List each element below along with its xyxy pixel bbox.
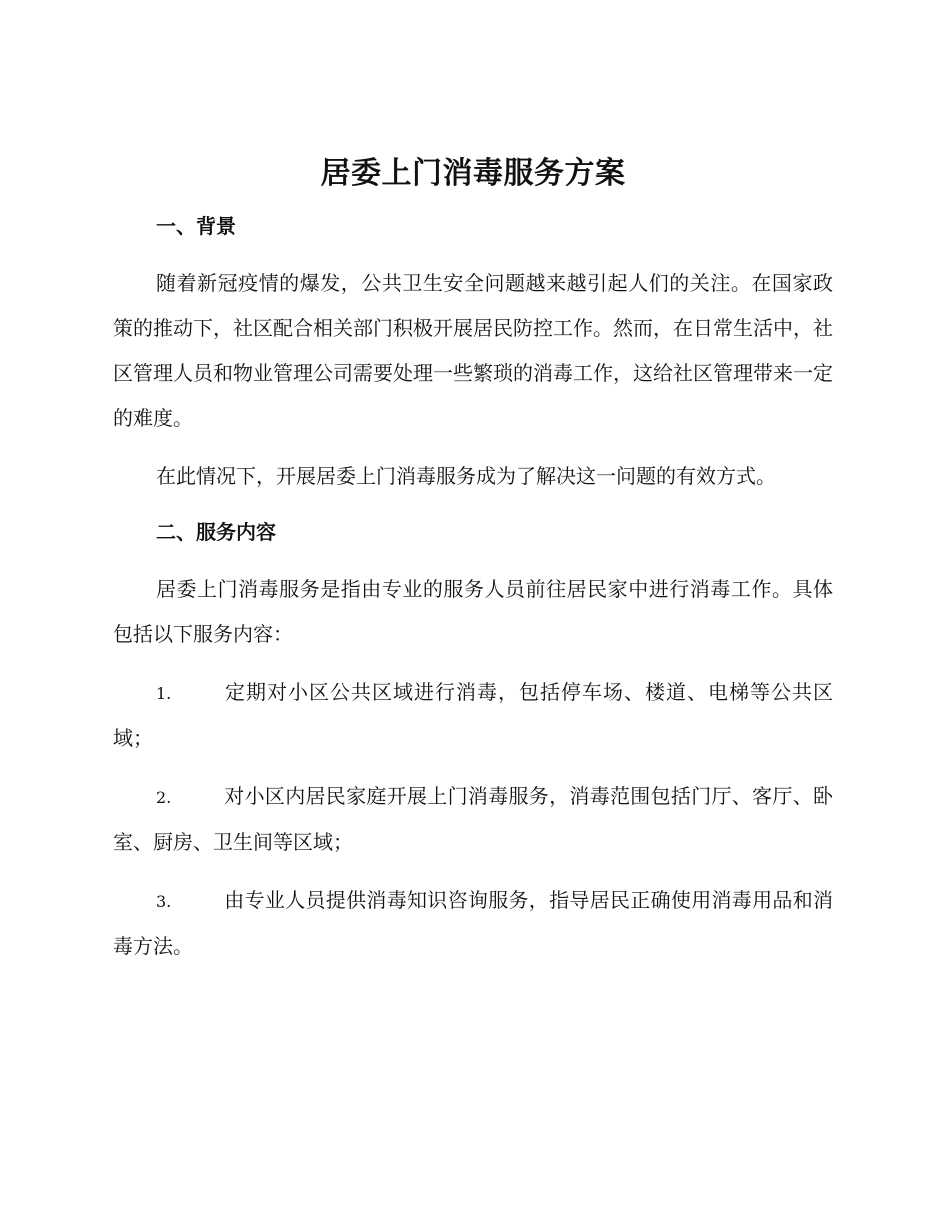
list-item <box>113 878 833 969</box>
list-item-number: 3. <box>156 892 172 911</box>
list-item-number: 1. <box>156 684 172 703</box>
list-item <box>113 670 833 761</box>
paragraph-background-1: 随着新冠疫情的爆发，公共卫生安全问题越来越引起人们的关注。在国家政策的推动下，社区配合相关部门积极开展居民防控工作。然而，在日常生活中，社区管理人员和物业管理公司需要处理一些繁琐的消毒工作，这给社区管理带来一定的难度。 <box>113 271 833 430</box>
document-content <box>113 150 833 969</box>
section-heading-service-content: 二、服务内容 <box>156 520 276 544</box>
list-item-text: 定期对小区公共区域进行消毒，包括停车场、楼道、电梯等公共区域； <box>113 680 833 750</box>
document-title: 居委上门消毒服务方案 <box>320 156 626 191</box>
paragraph-background-2: 在此情况下，开展居委上门消毒服务成为了解决这一问题的有效方式。 <box>156 464 776 488</box>
list-item <box>113 774 833 865</box>
list-item-number: 2. <box>156 788 172 807</box>
paragraph-service-intro: 居委上门消毒服务是指由专业的服务人员前往居民家中进行消毒工作。具体包括以下服务内容： <box>113 577 833 646</box>
section-heading-background: 一、背景 <box>156 214 236 238</box>
list-item-text: 由专业人员提供消毒知识咨询服务，指导居民正确使用消毒用品和消毒方法。 <box>113 888 833 958</box>
list-item-text: 对小区内居民家庭开展上门消毒服务，消毒范围包括门厅、客厅、卧室、厨房、卫生间等区域； <box>113 784 833 854</box>
